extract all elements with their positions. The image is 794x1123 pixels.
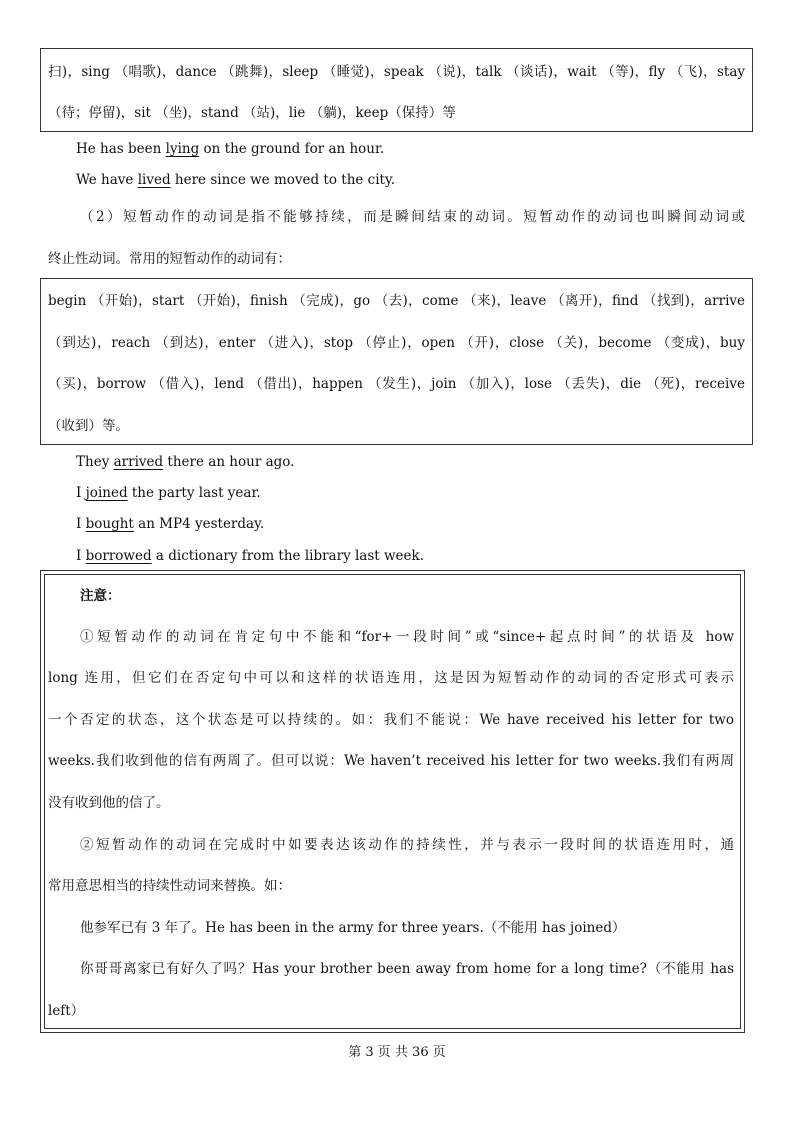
example-sentence: I bought an MP4 yesterday. <box>76 516 265 532</box>
note-line-2: long 连用，但它们在否定句中可以和这样的状语连用，这是因为短暂动作的动词的否定形式可表示 <box>48 670 734 686</box>
box1-line-1: 扫)，sing （唱歌)，dance （跳舞)，sleep （睡觉)，speak （说)，talk （谈话)，wait （等)，fly （飞)，stay <box>48 64 745 80</box>
example-sentence: They arrived there an hour ago. <box>76 454 295 470</box>
underlined-verb: borrowed <box>85 548 152 564</box>
note-line-10: left） <box>48 1003 85 1019</box>
note-line-5: 没有收到他的信了。 <box>48 795 170 811</box>
note-line-9: 你哥哥离家已有好久了吗？Has your brother been away from home for a long time?（不能用 has <box>80 961 734 977</box>
example-sentence: He has been lying on the ground for an hour. <box>76 141 385 157</box>
box2-line-2: （到达)，reach （到达)，enter （进入)，stop （停止)，open （开)，close （关)，become （变成)，buy <box>48 335 745 351</box>
section2-paragraph-line-1: （2）短暂动作的动词是指不能够持续，而是瞬间结束的动词。短暂动作的动词也叫瞬间动词或 <box>80 209 745 225</box>
underlined-verb: lived <box>137 172 171 188</box>
box1-line-2: （待；停留)，sit （坐)，stand （站)，lie （躺)，keep（保持）等 <box>48 105 456 121</box>
section2-paragraph-line-2: 终止性动词。常用的短暂动作的动词有： <box>48 251 291 267</box>
box2-line-1: begin （开始)，start （开始)，finish （完成)，go （去)，come （来)，leave （离开)，find （找到)，arrive <box>48 293 745 309</box>
box2-line-3: （买)，borrow （借入)，lend （借出)，happen （发生)，join （加入)，lose （丢失)，die （死)，receive <box>48 376 745 392</box>
example-sentence: I joined the party last year. <box>76 485 261 501</box>
note-line-6: ②短暂动作的动词在完成时中如要表达该动作的持续性，并与表示一段时间的状语连用时，通 <box>80 837 734 853</box>
example-sentence: I borrowed a dictionary from the library last week. <box>76 548 424 564</box>
note-line-3: 一个否定的状态，这个状态是可以持续的。如：我们不能说：We have received his letter for two <box>48 712 734 728</box>
example-sentence: We have lived here since we moved to the city. <box>76 172 396 188</box>
underlined-verb: lying <box>165 141 200 157</box>
note-line-4: weeks.我们收到他的信有两周了。但可以说：We haven’t received his letter for two weeks.我们有两周 <box>48 753 734 769</box>
underlined-verb: bought <box>85 516 134 532</box>
note-line-1: ①短暂动作的动词在肯定句中不能和“for+一段时间”或“since+起点时间”的状语及 how <box>80 629 734 645</box>
note-title: 注意： <box>80 588 121 604</box>
note-line-8: 他参军已有 3 年了。He has been in the army for three years.（不能用 has joined） <box>80 920 626 936</box>
underlined-verb: joined <box>85 485 128 501</box>
underlined-verb: arrived <box>113 454 164 470</box>
page-number-footer: 第 3 页 共 36 页 <box>348 1045 446 1060</box>
box2-line-4: （收到）等。 <box>48 418 129 434</box>
note-line-7: 常用意思相当的持续性动词来替换。如： <box>48 878 291 894</box>
